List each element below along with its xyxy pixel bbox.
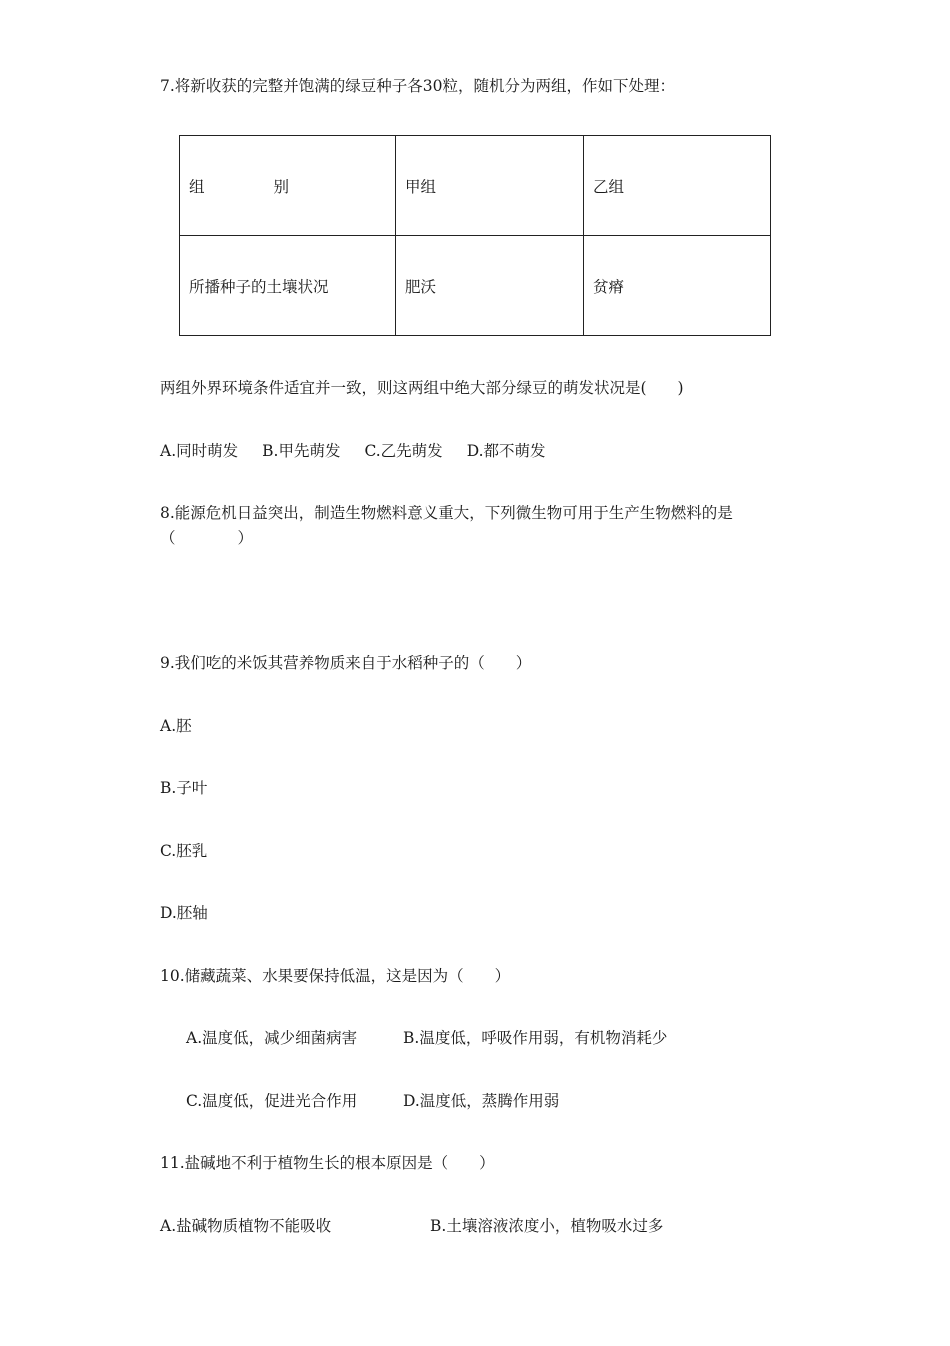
header-label: 组 别 (189, 177, 289, 196)
q7-question: 两组外界环境条件适宜并一致，则这两组中绝大部分绿豆的萌发状况是( ) (160, 379, 684, 397)
row-label-cell: 所播种子的土壤状况 (180, 236, 396, 336)
q9-option-c[interactable]: C.胚乳 (160, 842, 208, 860)
q7-option-a[interactable]: A.同时萌发 (160, 442, 239, 460)
q11-option-a[interactable]: A.盐碱物质植物不能吸收 (160, 1217, 332, 1235)
q9-stem: 9.我们吃的米饭其营养物质来自于水稻种子的（ ） (160, 654, 532, 672)
table-row (180, 236, 771, 336)
q7-options (160, 441, 570, 461)
q11-option-b[interactable]: B.土壤溶液浓度小，植物吸水过多 (430, 1217, 664, 1235)
q11-stem: 11.盐碱地不利于植物生长的根本原因是（ ） (160, 1154, 495, 1172)
q7-option-b[interactable]: B.甲先萌发 (262, 442, 341, 460)
header-cell-jia: 甲组 (396, 136, 584, 236)
row-cell-jia: 肥沃 (396, 236, 584, 336)
q9-option-a[interactable]: A.胚 (160, 717, 192, 735)
q7-option-c[interactable]: C.乙先萌发 (364, 442, 443, 460)
q10-option-c[interactable]: C.温度低，促进光合作用 (186, 1092, 358, 1110)
header-cell-group (180, 136, 396, 236)
q10-option-d[interactable]: D.温度低，蒸腾作用弱 (403, 1092, 560, 1110)
q10-option-a[interactable]: A.温度低，减少细菌病害 (186, 1029, 358, 1047)
row-cell-yi: 贫瘠 (584, 236, 771, 336)
header-cell-yi: 乙组 (584, 136, 771, 236)
q7-option-d[interactable]: D.都不萌发 (466, 442, 546, 460)
q8-paren: （ ） (160, 529, 254, 547)
table-row (180, 136, 771, 236)
q9-option-b[interactable]: B.子叶 (160, 779, 208, 797)
q10-stem: 10.储藏蔬菜、水果要保持低温，这是因为（ ） (160, 967, 511, 985)
q10-option-b[interactable]: B.温度低，呼吸作用弱，有机物消耗少 (403, 1029, 668, 1047)
q7-table (179, 135, 771, 336)
q8-stem: 8.能源危机日益突出，制造生物燃料意义重大，下列微生物可用于生产生物燃料的是 (160, 504, 733, 522)
q9-option-d[interactable]: D.胚轴 (160, 904, 208, 922)
q7-stem: 7.将新收获的完整并饱满的绿豆种子各30粒，随机分为两组，作如下处理： (160, 77, 676, 95)
